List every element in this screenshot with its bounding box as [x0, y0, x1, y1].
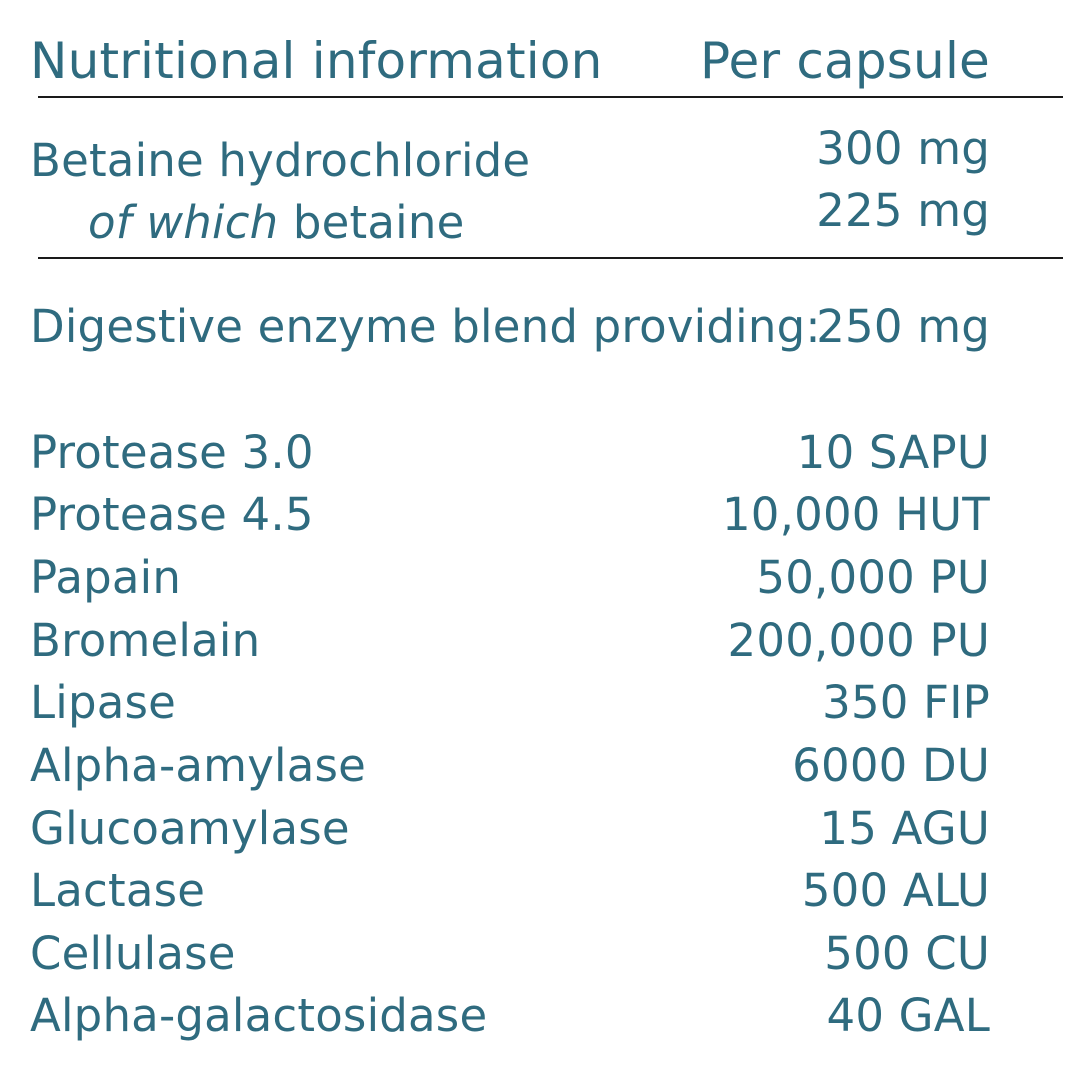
betaine-sub-prefix: of which [88, 196, 279, 249]
enzyme-name: Cellulase [30, 927, 236, 980]
enzyme-amount: 200,000 PU [727, 614, 990, 667]
enzyme-name: Protease 4.5 [30, 488, 314, 541]
enzyme-name: Glucoamylase [30, 802, 350, 855]
enzyme-amount: 10,000 HUT [721, 488, 990, 541]
enzyme-name: Bromelain [30, 614, 261, 667]
blend-amount: 250 mg [816, 300, 990, 353]
enzyme-amount: 10 SAPU [796, 426, 990, 479]
enzyme-amount: 350 FIP [822, 676, 990, 729]
enzyme-amount: 500 ALU [801, 864, 990, 917]
section-divider [38, 257, 1063, 259]
header-divider [38, 96, 1063, 98]
blend-name: Digestive enzyme blend providing: [30, 300, 821, 353]
betaine-sub-name: betaine [292, 196, 465, 249]
enzyme-amount: 50,000 PU [756, 551, 990, 604]
betaine-amount: 300 mg [816, 122, 990, 175]
enzyme-amount: 15 AGU [819, 802, 990, 855]
column-header-per-capsule: Per capsule [699, 32, 990, 90]
enzyme-name: Alpha-galactosidase [30, 989, 488, 1042]
enzyme-name: Alpha-amylase [30, 739, 367, 792]
enzyme-amount: 40 GAL [826, 989, 990, 1042]
enzyme-name: Lactase [30, 864, 206, 917]
enzyme-amount: 500 CU [824, 927, 990, 980]
enzyme-name: Lipase [30, 676, 177, 729]
table-title: Nutritional information [30, 32, 603, 90]
betaine-sub-label [88, 196, 465, 249]
betaine-sub-amount: 225 mg [816, 184, 990, 237]
enzyme-amount: 6000 DU [792, 739, 990, 792]
enzyme-name: Papain [30, 551, 182, 604]
enzyme-name: Protease 3.0 [30, 426, 314, 479]
betaine-name: Betaine hydrochloride [30, 134, 531, 187]
